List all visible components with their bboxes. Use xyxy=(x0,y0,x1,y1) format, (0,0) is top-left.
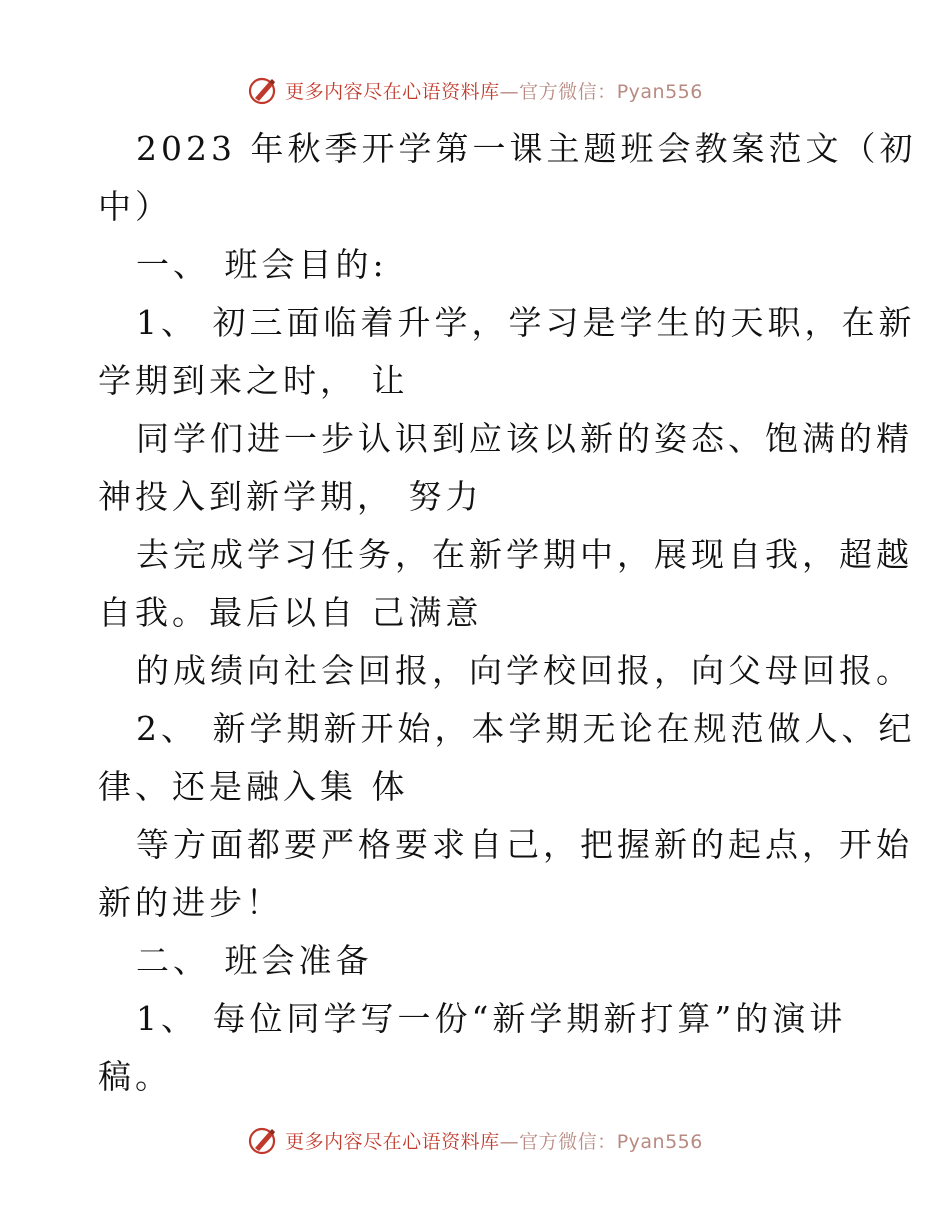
watermark-text: 更多内容尽在心语资料库—官方微信：Pyan556 xyxy=(285,80,703,103)
paragraph-line: 的成绩向社会回报，向学校回报，向父母回报。 xyxy=(136,651,913,690)
paragraph-line: 2、 新学期新开始，本学期无论在规范做人、纪 xyxy=(136,709,916,748)
paragraph-line: 律、还是融入集 体 xyxy=(98,767,409,806)
watermark-text: 更多内容尽在心语资料库—官方微信：Pyan556 xyxy=(285,1130,703,1153)
header-watermark xyxy=(0,70,950,110)
paragraph-line: 神投入到新学期， 努力 xyxy=(98,477,483,516)
footer-watermark xyxy=(0,1120,950,1160)
paragraph-line: 同学们进一步认识到应该以新的姿态、饱满的精 xyxy=(136,419,913,458)
document-body xyxy=(98,120,917,1106)
title-line-2: 中） xyxy=(98,187,172,226)
title-line-1: 2023 年秋季开学第一课主题班会教案范文（初 xyxy=(136,129,917,168)
paragraph-line: 新的进步！ xyxy=(98,883,283,922)
section-heading-2: 二、 班会准备 xyxy=(136,941,373,980)
pen-logo-icon xyxy=(247,74,279,106)
paragraph-line: 1、 每位同学写一份“新学期新打算”的演讲 xyxy=(136,999,847,1038)
paragraph-line: 自我。最后以自 己满意 xyxy=(98,593,483,632)
pen-logo-icon xyxy=(247,1124,279,1156)
paragraph-line: 等方面都要严格要求自己，把握新的起点，开始 xyxy=(136,825,913,864)
paragraph-line: 去完成学习任务，在新学期中，展现自我，超越 xyxy=(136,535,913,574)
paragraph-line: 稿。 xyxy=(98,1057,172,1096)
paragraph-line: 1、 初三面临着升学，学习是学生的天职，在新 xyxy=(136,303,916,342)
section-heading-1: 一、 班会目的: xyxy=(136,245,388,284)
paragraph-line: 学期到来之时， 让 xyxy=(98,361,409,400)
